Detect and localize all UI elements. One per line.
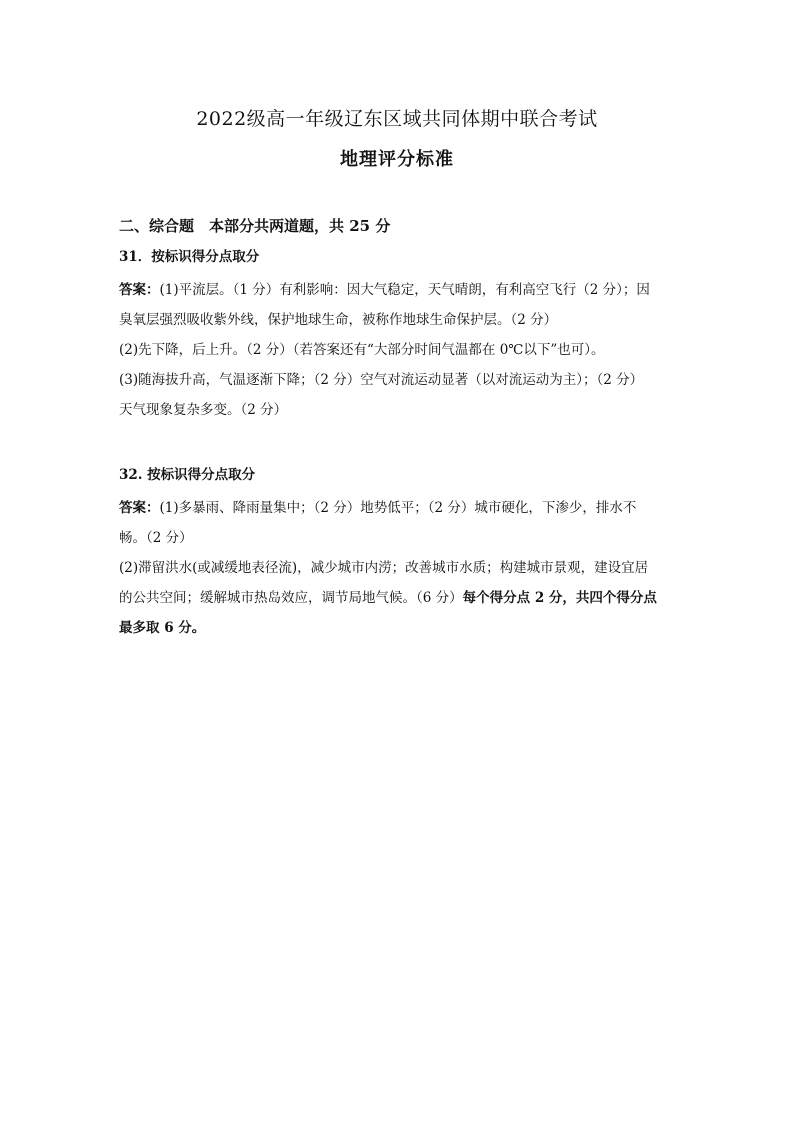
q31-part2: (2)先下降，后上升。（2 分）（若答案还有“大部分时间气温都在 0℃以下”也可）。 <box>119 342 605 358</box>
document-title: 2022级高一年级辽东区域共同体期中联合考试 <box>196 108 598 130</box>
q32-answer-line-1 <box>119 493 679 523</box>
q32-part2-line1: (2)滞留洪水(或减缓地表径流)，减少城市内涝；改善城市水质；构建城市景观，建设宜居 <box>119 560 649 576</box>
q32-answer-label: 答案： <box>119 500 160 516</box>
document-subtitle: 地理评分标准 <box>340 149 454 170</box>
q32-scoring-note-end: 最多取 6 分。 <box>119 620 206 636</box>
question-31-heading: 31．按标识得分点取分 <box>119 249 260 265</box>
q32-part1-line1: (1)多暴雨、降雨量集中；（2 分）地势低平；（2 分）城市硬化，下渗少，排水不 <box>159 500 637 516</box>
question-32-answer <box>119 493 679 643</box>
q32-scoring-note: 每个得分点 2 分，共四个得分点 <box>462 590 657 606</box>
q31-part1-line2: 臭氧层强烈吸收紫外线，保护地球生命，被称作地球生命保护层。（2 分） <box>119 312 558 328</box>
q31-answer-label: 答案： <box>119 282 160 298</box>
q31-part1-line1: (1)平流层。（1 分）有利影响：因大气稳定，天气晴朗，有利高空飞行（2 分）；因 <box>159 282 650 298</box>
q31-part3-line2: 天气现象复杂多变。（2 分） <box>119 402 288 418</box>
q32-part1-line2: 畅。（2 分） <box>119 530 193 546</box>
q31-part3-line1: (3)随海拔升高，气温逐渐下降；（2 分）空气对流运动显著（以对流运动为主）；（2 分） <box>119 372 644 388</box>
q32-part2-line2-text: 的公共空间；缓解城市热岛效应，调节局地气候。（6 分） <box>119 590 463 606</box>
q32-part2-line2 <box>119 583 679 613</box>
question-31-answer <box>119 275 679 425</box>
question-32-heading: 32. 按标识得分点取分 <box>119 467 256 483</box>
section-heading: 二、综合题 本部分共两道题，共 25 分 <box>119 217 391 235</box>
q31-answer-line-1 <box>119 275 679 305</box>
